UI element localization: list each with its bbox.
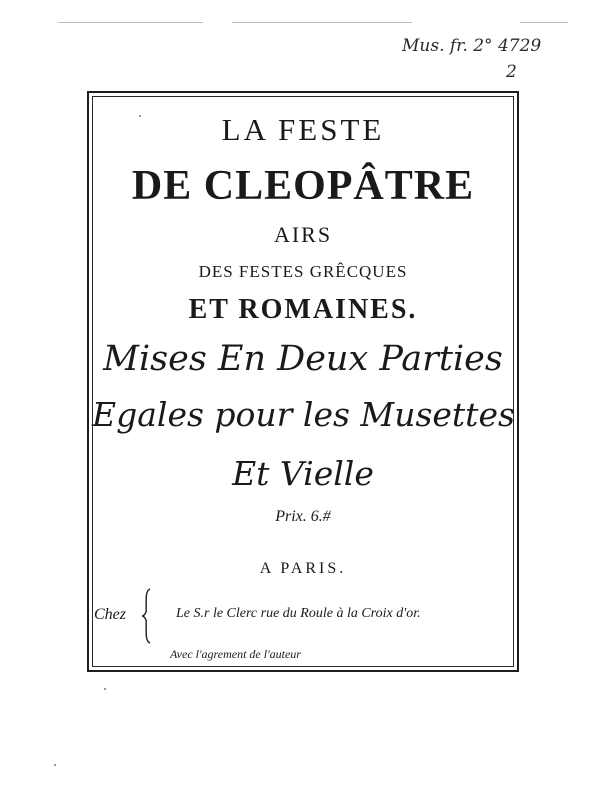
curly-brace-icon (141, 588, 153, 644)
subtitle-line-musettes: Egales pour les Musettes (92, 395, 515, 434)
paper-speck (54, 764, 56, 766)
subtitle-line-vielle: Et Vielle (232, 454, 374, 493)
library-shelfmark: Mus. fr. 2° 4729 (402, 36, 542, 56)
top-rule-left (58, 22, 203, 23)
imprint-place: A PARIS. (259, 560, 347, 577)
imprint-chez: Chez (94, 606, 126, 623)
title-line-la-feste: LA FESTE (221, 112, 385, 147)
top-rule-middle (232, 22, 412, 23)
title-line-cleopatre: DE CLEOPÂTRE (131, 163, 475, 209)
shelfmark-volume: 2 (506, 62, 517, 82)
top-rule-right (520, 22, 568, 23)
paper-speck (139, 115, 141, 117)
imprint-address: Le S.r le Clerc rue du Roule à la Croix d'or. (176, 606, 421, 621)
subtitle-line-mises: Mises En Deux Parties (103, 339, 503, 379)
title-line-airs: AIRS (273, 222, 333, 247)
price-label: Prix. 6.# (275, 508, 331, 525)
paper-speck (104, 688, 106, 690)
title-line-festes-grecques: DES FESTES GRÊCQUES (198, 262, 408, 281)
title-line-romaines: ET ROMAINES. (188, 294, 418, 325)
imprint-privilege: Avec l'agrement de l'auteur (170, 647, 301, 661)
